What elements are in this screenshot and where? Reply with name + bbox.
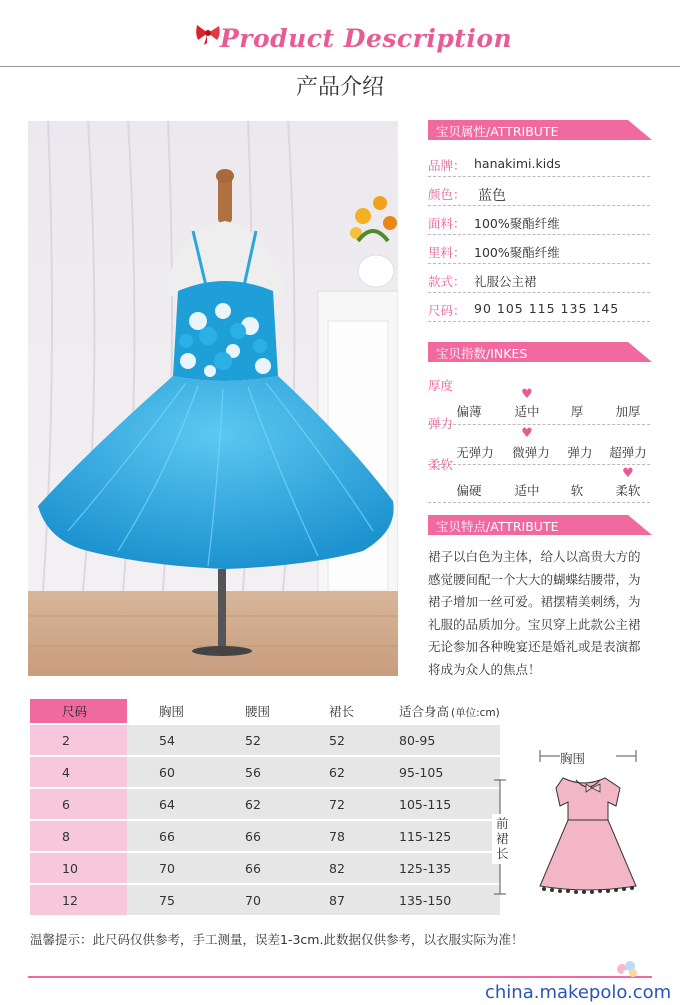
table-cell: 8 xyxy=(62,828,70,844)
table-cell: 125-135 xyxy=(399,860,452,876)
table-row xyxy=(30,885,500,915)
attr-key: 款式： xyxy=(428,274,466,289)
attr-row-lining xyxy=(428,235,650,264)
attr-key: 里料： xyxy=(428,245,466,260)
attr-value: 90 105 115 135 145 xyxy=(474,301,620,316)
attr-value: 蓝色 xyxy=(478,188,506,204)
attr-row-color xyxy=(428,177,650,206)
features-line: 裙子以白色为主体，给人以高贵大方的 xyxy=(428,549,641,564)
index-option: 偏薄 xyxy=(456,404,482,419)
table-cell: 72 xyxy=(329,796,345,812)
bow-icon xyxy=(195,22,221,46)
attribute-section-title-wrap xyxy=(428,120,652,140)
index-section-title-wrap xyxy=(428,342,652,362)
table-cell: 62 xyxy=(329,764,345,780)
table-cell: 10 xyxy=(62,860,78,876)
table-cell: 66 xyxy=(159,828,175,844)
table-cell: 78 xyxy=(329,828,345,844)
attr-row-style xyxy=(428,264,650,293)
attr-value: 100%聚酯纤维 xyxy=(474,216,560,231)
table-row xyxy=(30,821,500,851)
size-header-length: 裙长 xyxy=(329,704,355,719)
flower-icon xyxy=(612,958,642,980)
table-cell: 64 xyxy=(159,796,175,812)
size-table xyxy=(30,697,500,917)
table-cell: 115-125 xyxy=(399,828,452,844)
table-cell: 66 xyxy=(245,828,261,844)
attr-value: hanakimi.kids xyxy=(474,156,561,171)
index-option: 厚 xyxy=(570,404,584,419)
attr-key: 尺码： xyxy=(428,303,466,318)
table-cell: 52 xyxy=(245,732,261,748)
table-cell: 6 xyxy=(62,796,70,812)
header-title-en: Product Description xyxy=(220,24,513,53)
index-label-thickness: 厚度 xyxy=(428,378,454,393)
table-cell: 70 xyxy=(159,860,175,876)
features-line: 感觉腰间配一个大大的蝴蝶结腰带，为 xyxy=(428,571,641,587)
features-section-title: 宝贝特点/ATTRIBUTE xyxy=(436,519,559,534)
size-header-chest: 胸围 xyxy=(159,704,185,719)
index-label-elasticity: 弹力 xyxy=(428,416,454,431)
index-option: 柔软 xyxy=(615,483,641,498)
table-cell: 105-115 xyxy=(399,796,452,812)
index-option: 适中 xyxy=(514,483,540,498)
index-option: 适中 xyxy=(514,404,540,419)
table-cell: 135-150 xyxy=(399,892,452,908)
attr-row-brand xyxy=(428,148,650,177)
table-row xyxy=(30,853,500,883)
table-cell: 87 xyxy=(329,892,345,908)
size-header-size: 尺码 xyxy=(62,704,88,719)
index-option: 超弹力 xyxy=(609,445,647,460)
table-cell: 4 xyxy=(62,764,70,780)
heart-icon: ♥ xyxy=(622,466,634,481)
index-option: 微弹力 xyxy=(512,445,550,460)
index-divider xyxy=(428,464,650,466)
table-row xyxy=(30,725,500,755)
table-cell: 60 xyxy=(159,764,175,780)
table-row xyxy=(30,757,500,787)
table-cell: 66 xyxy=(245,860,261,876)
size-header-waist: 腰围 xyxy=(245,704,271,719)
header-divider xyxy=(0,66,680,67)
table-cell: 80-95 xyxy=(399,732,436,748)
size-table-header xyxy=(30,699,500,723)
index-divider xyxy=(428,424,650,426)
table-cell: 12 xyxy=(62,892,78,908)
heart-icon: ♥ xyxy=(521,426,533,441)
features-line: 将成为众人的焦点！ xyxy=(428,661,541,677)
index-divider xyxy=(428,502,650,504)
index-label-softness: 柔软 xyxy=(428,457,454,472)
table-cell: 95-105 xyxy=(399,764,444,780)
attr-key: 面料： xyxy=(428,216,466,231)
product-photo xyxy=(28,121,398,676)
index-option: 弹力 xyxy=(567,445,593,460)
size-note: 温馨提示：此尺码仅供参考，手工测量，误差1-3cm.此数据仅供参考，以衣服实际为准！ xyxy=(30,932,524,947)
heart-icon: ♥ xyxy=(521,387,533,402)
table-cell: 56 xyxy=(245,764,261,780)
attribute-section-title: 宝贝属性/ATTRIBUTE xyxy=(436,124,559,139)
features-description xyxy=(428,546,653,681)
index-option: 加厚 xyxy=(615,404,641,419)
index-option: 软 xyxy=(570,483,584,498)
attr-key: 颜色： xyxy=(428,187,466,202)
table-cell: 75 xyxy=(159,892,175,908)
features-line: 裙子增加一丝可爱。裙摆精美刺绣，为 xyxy=(428,594,641,609)
dress-measurement-diagram xyxy=(488,744,648,904)
attr-key: 品牌： xyxy=(428,158,466,173)
features-line: 礼服的品质加分。宝贝穿上此款公主裙 xyxy=(428,616,641,632)
table-cell: 70 xyxy=(245,892,261,908)
table-cell: 2 xyxy=(62,732,70,748)
table-cell: 52 xyxy=(329,732,345,748)
index-option: 无弹力 xyxy=(456,445,494,460)
size-header-height: 适合身高 xyxy=(399,704,450,719)
watermark: china.makepolo.com xyxy=(485,982,672,1003)
diagram-length-label: 前裙长 xyxy=(496,816,509,861)
table-cell: 54 xyxy=(159,732,175,748)
table-row xyxy=(30,789,500,819)
features-section-title-wrap xyxy=(428,515,652,535)
attr-value: 礼服公主裙 xyxy=(474,274,537,289)
size-unit-note: (单位:cm) xyxy=(451,707,500,719)
index-section-title: 宝贝指数/INKES xyxy=(436,346,528,361)
diagram-chest-label: 胸围 xyxy=(560,751,586,766)
features-line: 无论参加各种晚宴还是婚礼或是表演都 xyxy=(428,639,641,654)
table-cell: 82 xyxy=(329,860,345,876)
index-option: 偏硬 xyxy=(456,483,482,498)
attr-row-size xyxy=(428,293,650,322)
attr-row-fabric xyxy=(428,206,650,235)
attr-value: 100%聚酯纤维 xyxy=(474,245,560,260)
header-title-cn: 产品介绍 xyxy=(295,75,384,100)
table-cell: 62 xyxy=(245,796,261,812)
bottom-divider xyxy=(28,976,652,978)
